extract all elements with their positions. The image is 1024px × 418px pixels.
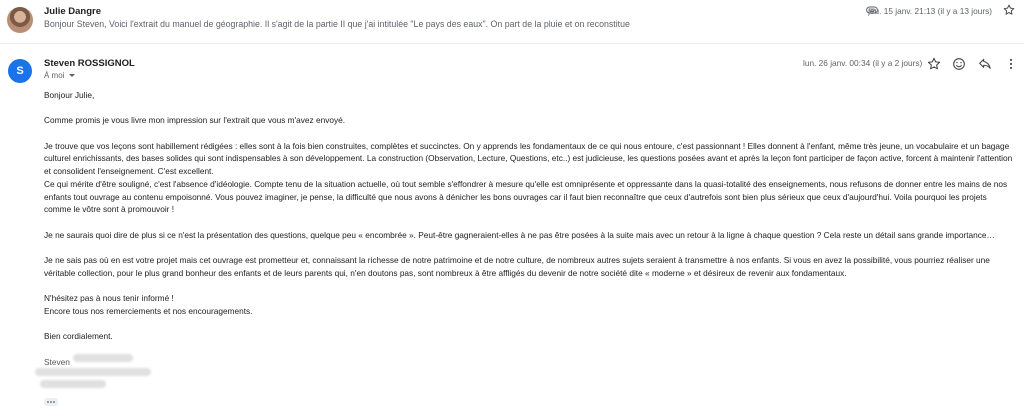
redacted-signature: [73, 354, 133, 362]
paragraph: Je ne sais pas où en est votre projet mais cet ouvrage est prometteur et, connaissant la richesse de notre patrimoine et de notre culture, de nombreux autres sujets seraient à transmettre à nos enfants. Si vous en avez la possibilité, vous pourriez réaliser une véritable collection, pour le plus grand bonheur des enfants et de leurs parents qui, n'en doutons pas, sont nombreux à être affligés du devenir de notre société dite « moderne » et désireux de revenir aux fondamentaux.: [44, 255, 990, 278]
message-body: [44, 89, 1014, 368]
show-trimmed-content-button[interactable]: [44, 398, 58, 406]
avatar: S: [8, 59, 32, 83]
reply-icon[interactable]: [977, 56, 993, 72]
closing: Bien cordialement.: [44, 331, 113, 342]
recipients-label: À moi: [44, 71, 65, 80]
paragraph: Comme promis je vous livre mon impression sur l'extrait que vous m'avez envoyé.: [44, 115, 346, 126]
paragraph: Je trouve que vos leçons sont habillement rédigées : elles sont à la fois bien construites, complètes et succinctes. On y apprends les fondamentaux de ce qui nous entoure, c'est passionnant ! Elles donnent à l'enfant, même très jeune, un vocabulaire et un bagage culturel enrichissants, des bases solides qui sont indispensables à son développement. La construction (Observation, Lecture, Questions, etc..) est judicieuse, les questions posées avant et après la leçon font participer de façon active, forcent à maintenir l'attention et consolident l'enseignement. C'est excellent.: [44, 140, 1013, 177]
paragraph: N'hésitez pas à nous tenir informé !: [44, 293, 174, 304]
message-date: jeu. 15 janv. 21:13 (il y a 13 jours): [868, 6, 992, 16]
redacted-signature: [35, 368, 151, 376]
more-horiz-icon: [44, 398, 58, 406]
chevron-down-icon: [69, 74, 75, 77]
more-vert-icon[interactable]: [1003, 56, 1019, 72]
avatar: [7, 7, 33, 33]
paragraph: Encore tous nos remerciements et nos encouragements.: [44, 305, 253, 316]
collapsed-message[interactable]: [0, 0, 1024, 43]
greeting: Bonjour Julie,: [44, 90, 95, 100]
message-date: lun. 26 janv. 00:34 (il y a 2 jours): [803, 58, 923, 68]
paragraph: Je ne saurais quoi dire de plus si ce n'est la présentation des questions, quelque peu « encombrée ». Peut-être gagneraient-elles à ne pas être posées à la suite mais avec un retour à la ligne à chaque question ? Cela reste un détail sans grande importance…: [44, 229, 995, 240]
recipients-dropdown[interactable]: [44, 71, 75, 80]
redacted-signature: [40, 380, 106, 388]
star-icon[interactable]: [1002, 3, 1016, 17]
emoji-icon[interactable]: [951, 56, 967, 72]
star-icon[interactable]: [926, 56, 942, 72]
message-snippet: Bonjour Steven, Voici l'extrait du manuel de géographie. Il s'agit de la partie II que j'ai intitulée "Le pays des eaux". On part de la pluie et on reconstitue: [44, 19, 630, 29]
sender-name: Julie Dangre: [44, 6, 102, 17]
signature-name: Steven: [44, 356, 70, 367]
paragraph: Ce qui mérite d'être souligné, c'est l'absence d'idéologie. Compte tenu de la situation actuelle, où tout semble s'effondrer à mesure qu'elle est omniprésente et oppressante dans la quasi-totalité des enseignements, nous refusons de donner entre les mains de nos enfants tout ouvrage au contenu empoisonné. Vous pouvez imaginer, je pense, la difficulté que nous avons à dénicher les bons ouvrages car il faut bien reconnaître que ceux d'autrefois sont bien plus sérieux que ceux d'aujourd'hui. Voila pourquoi les projets comme le vôtre sont à promouvoir !: [44, 178, 1008, 215]
divider: [0, 43, 1024, 44]
sender-name: Steven ROSSIGNOL: [44, 58, 135, 69]
